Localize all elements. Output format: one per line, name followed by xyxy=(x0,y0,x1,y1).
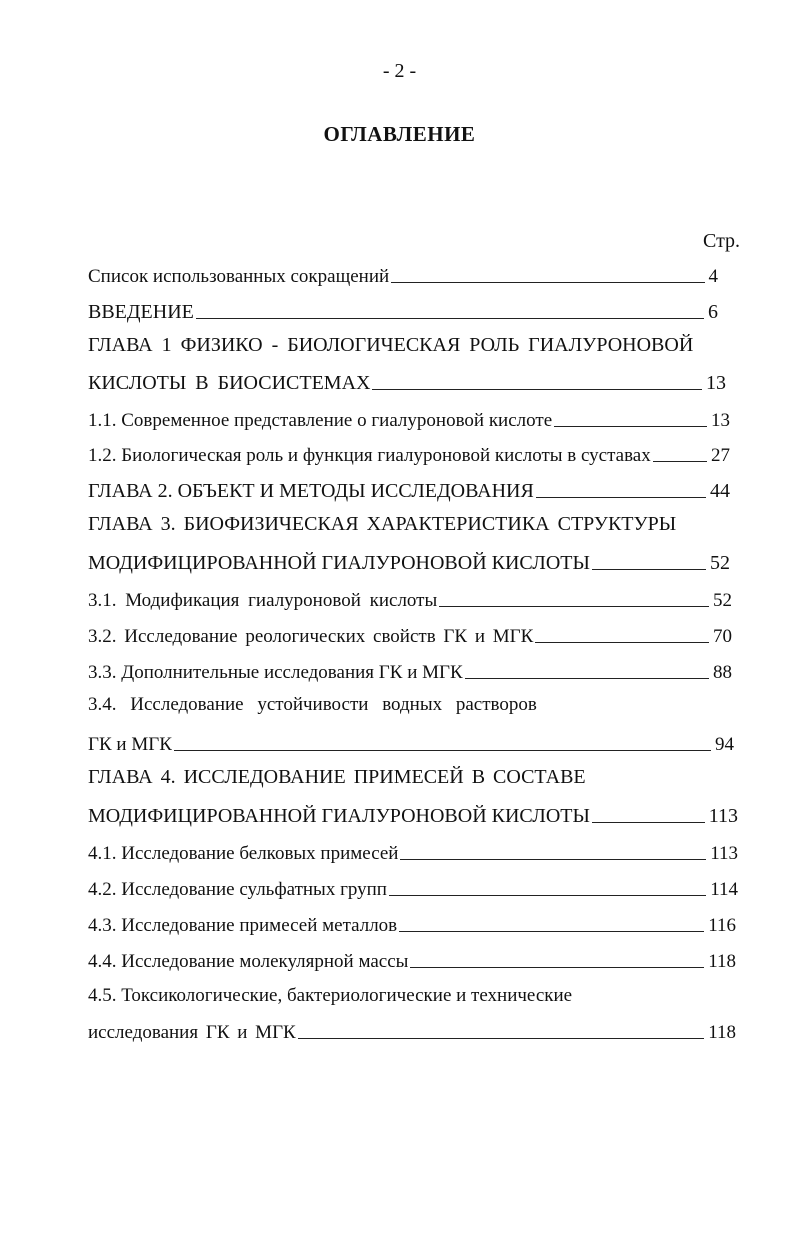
toc-chapter-heading: ГЛАВА 1 ФИЗИКО - БИОЛОГИЧЕСКАЯ РОЛЬ ГИАЛУРОНОВОЙ xyxy=(88,334,694,356)
toc-entry-label: 4.3. Исследование примесей металлов xyxy=(88,915,398,936)
toc-entry-page: 113 xyxy=(708,805,738,827)
toc-entry xyxy=(88,262,718,288)
toc-entry-label: ВВЕДЕНИЕ xyxy=(88,301,194,323)
toc-entry-label: Список использованных сокращений xyxy=(88,266,390,287)
leader-line xyxy=(535,642,709,643)
leader-line xyxy=(592,569,706,570)
toc-chapter-heading: ГЛАВА 4. ИССЛЕДОВАНИЕ ПРИМЕСЕЙ В СОСТАВЕ xyxy=(88,766,586,788)
toc-section-heading: 3.4. Исследование устойчивости водных растворов xyxy=(88,694,537,715)
toc-entry-label: 4.1. Исследование белковых примесей xyxy=(88,843,399,864)
toc-entry xyxy=(88,839,738,865)
leader-line xyxy=(554,426,707,427)
toc-entry-label: 3.1. Модификация гиалуроновой кислоты xyxy=(88,590,438,611)
toc-entry-page: 70 xyxy=(713,626,732,647)
toc-entry-page: 113 xyxy=(710,843,738,864)
toc-entry xyxy=(88,549,730,575)
toc-entry xyxy=(88,477,730,503)
toc-entry xyxy=(88,730,734,756)
leader-line xyxy=(410,967,704,968)
toc-entry-label: исследования ГК и МГК xyxy=(88,1022,296,1043)
toc-entry-page: 13 xyxy=(711,410,730,431)
toc-entry-label: ГК и МГК xyxy=(88,734,172,755)
toc-entry-page: 52 xyxy=(710,552,730,574)
toc-entry-page: 52 xyxy=(713,590,732,611)
leader-line xyxy=(174,750,711,751)
toc-entry-label: МОДИФИЦИРОВАННОЙ ГИАЛУРОНОВОЙ КИСЛОТЫ xyxy=(88,552,590,574)
toc-entry-page: 116 xyxy=(708,915,736,936)
toc-chapter-heading: ГЛАВА 3. БИОФИЗИЧЕСКАЯ ХАРАКТЕРИСТИКА СТРУКТУРЫ xyxy=(88,513,677,535)
toc-entry-page: 114 xyxy=(710,879,738,900)
toc-entry xyxy=(88,1018,736,1044)
leader-line xyxy=(389,895,706,896)
toc-entry-page: 94 xyxy=(715,734,734,755)
leader-line xyxy=(465,678,709,679)
toc-entry xyxy=(88,622,732,648)
toc-entry xyxy=(88,911,736,937)
toc-entry-label: 1.2. Биологическая роль и функция гиалуроновой кислоты в суставах xyxy=(88,445,651,466)
toc-entry-page: 118 xyxy=(708,951,736,972)
leader-line xyxy=(400,859,706,860)
toc-entry-page: 44 xyxy=(710,480,730,502)
toc-entry xyxy=(88,658,732,684)
toc-entry-label: 4.2. Исследование сульфатных групп xyxy=(88,879,387,900)
toc-entry-page: 4 xyxy=(708,266,718,287)
leader-line xyxy=(592,822,705,823)
toc-entry-page: 118 xyxy=(708,1022,736,1043)
leader-line xyxy=(439,606,709,607)
leader-line xyxy=(536,497,706,498)
toc-section-heading: 4.5. Токсикологические, бактериологические и технические xyxy=(88,985,573,1006)
leader-line xyxy=(372,389,702,390)
leader-line xyxy=(391,282,704,283)
toc-entry-page: 27 xyxy=(711,445,730,466)
page-column-label: Стр. xyxy=(703,230,741,252)
toc-entry-label: МОДИФИЦИРОВАННОЙ ГИАЛУРОНОВОЙ КИСЛОТЫ xyxy=(88,805,590,827)
toc-entry-page: 88 xyxy=(713,662,732,683)
page-number: - 2 - xyxy=(382,60,417,82)
leader-line xyxy=(196,318,704,319)
toc-entry-label: 3.3. Дополнительные исследования ГК и МГК xyxy=(88,662,463,683)
toc-entry xyxy=(88,298,718,324)
toc-entry xyxy=(88,406,730,432)
toc-entry-label: 4.4. Исследование молекулярной массы xyxy=(88,951,409,972)
toc-entry-page: 13 xyxy=(706,372,726,394)
toc-entry-page: 6 xyxy=(708,301,718,323)
toc-entry-label: 1.1. Современное представление о гиалуроновой кислоте xyxy=(88,410,553,431)
leader-line xyxy=(653,461,707,462)
toc-entry xyxy=(88,947,736,973)
toc-entry-label: КИСЛОТЫ В БИОСИСТЕМАХ xyxy=(88,372,371,394)
toc-entry-label: ГЛАВА 2. ОБЪЕКТ И МЕТОДЫ ИССЛЕДОВАНИЯ xyxy=(88,480,534,502)
leader-line xyxy=(399,931,704,932)
toc-entry xyxy=(88,369,726,395)
leader-line xyxy=(298,1038,704,1039)
toc-entry xyxy=(88,875,738,901)
toc-entry-label: 3.2. Исследование реологических свойств ГК и МГК xyxy=(88,626,534,647)
toc-entry xyxy=(88,586,732,612)
toc-entry xyxy=(88,802,738,828)
toc-title: ОГЛАВЛЕНИЕ xyxy=(323,122,476,146)
toc-entry xyxy=(88,441,730,467)
